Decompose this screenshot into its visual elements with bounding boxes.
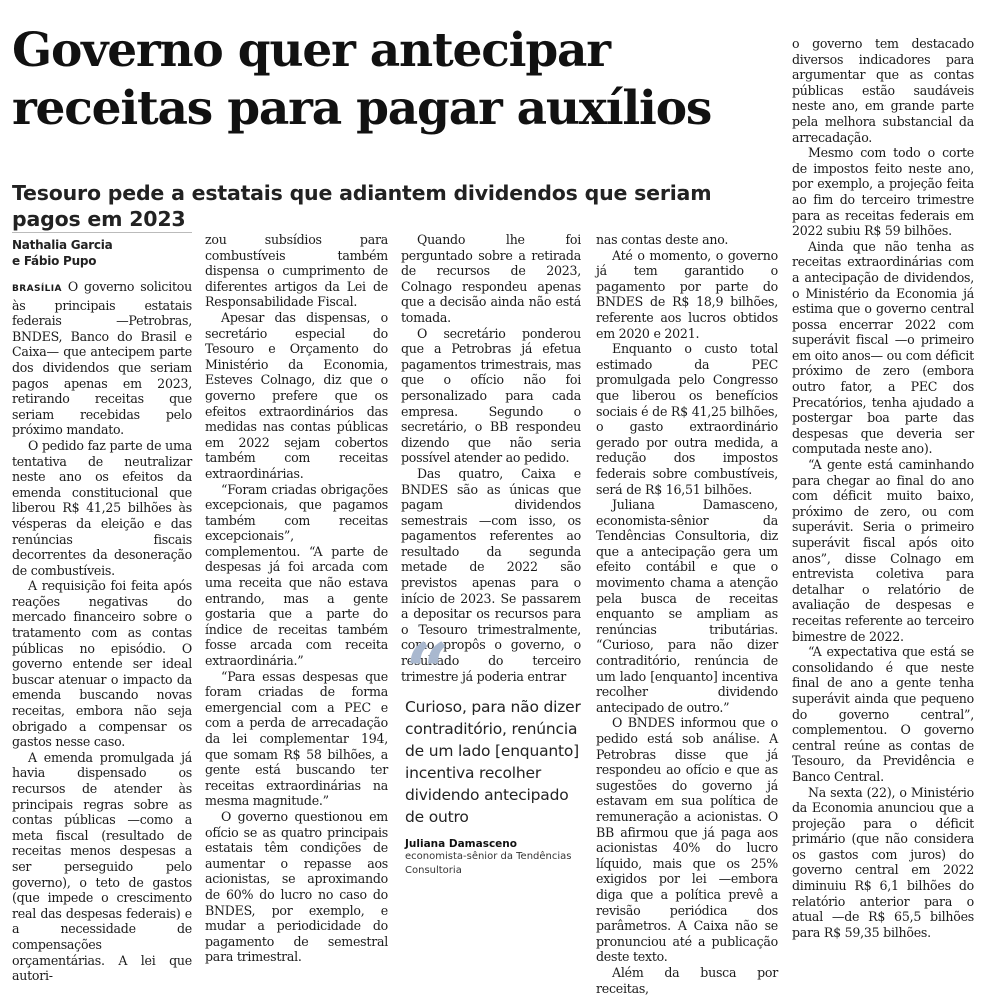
article-column-4 — [596, 232, 778, 996]
paragraph: A emenda promulgada já havia dispensado os recursos de atender às principais regras sobre as contas públicas —como a meta fiscal (resultado de receitas menos despesas a ser perseguido pelo governo), o teto de gastos (que impede o crescimento real das despesas federais) e a necessidade de compensações orçamentárias. A lei que autori- — [12, 749, 192, 984]
subheadline: Tesouro pede a estatais que adiantem dividendos que seriam pagos em 2023 — [12, 181, 712, 231]
paragraph: O pedido faz parte de uma tentativa de neutralizar neste ano os efeitos da emenda constitucional que liberou R$ 41,25 bilhões às vésperas da eleição e das renúncias fiscais decorrentes da desoneração de combustíveis. — [12, 437, 192, 578]
paragraph: “Para essas despesas que foram criadas de forma emergencial com a PEC e com a perda de arrecadação da lei complementar 194, que somam R$ 58 bilhões, a gente está buscando ter receitas extraordinárias na mesma magnitude.” — [205, 668, 388, 809]
paragraph: “A expectativa que está se consolidando é que neste final de ano a gente tenha superávit ainda que pequeno do governo central”, complementou. O governo central reúne as contas de Tesouro, da Previdência e Banco Central. — [792, 644, 974, 784]
paragraph: nas contas deste ano. — [596, 232, 729, 247]
article-column-2 — [205, 232, 388, 965]
paragraph: “Foram criadas obrigações excepcionais, que pagamos também com receitas excepcionais”, complementou. “A parte de despesas já foi arcada com uma receita que não estava entrando, mas a gente gostaria que a parte do índice de receitas também fosse arcada com receita extraordinária.” — [205, 481, 388, 669]
pull-quote-text: Curioso, para não dizer contraditório, renúncia de um lado [enquanto] incentiva recolher dividendo antecipado de outro — [405, 698, 581, 826]
paragraph: Até o momento, o governo já tem garantido o pagamento por parte do BNDES de R$ 18,9 bilhões, referente aos lucros obtidos em 2020 e 2021. — [596, 247, 778, 341]
paragraph: Enquanto o custo total estimado da PEC promulgada pelo Congresso que liberou os benefícios sociais é de R$ 41,25 bilhões, o gasto extraordinário gerado por outra medida, a redução dos impostos federais sobre combustíveis, será de R$ 16,51 bilhões. — [596, 341, 778, 497]
pull-quote-author: Juliana Damasceno — [405, 838, 517, 850]
paragraph: Quando lhe foi perguntado sobre a retirada de recursos de 2023, Colnago respondeu apenas que a decisão ainda não está tomada. — [401, 232, 581, 325]
paragraph: zou subsídios para combustíveis também dispensa o cumprimento de diferentes artigos da Lei de Responsabilidade Fiscal. — [205, 232, 388, 310]
paragraph: Ainda que não tenha as receitas extraordinárias com a antecipação de dividendos, o Ministério da Economia já estima que o governo central possa encerrar 2022 com superávit fiscal —o primeiro em oito anos— ou com déficit próximo de zero (embora outro fator, a PEC dos Precatórios, tenha ajudado a postergar boa parte das despesas que deveria ser computada neste ano). — [792, 238, 974, 457]
paragraph: Mesmo com todo o corte de impostos feito neste ano, por exemplo, a projeção feita ao fim do terceiro trimestre para as receitas federais em 2022 subiu R$ 59 bilhões. — [792, 145, 974, 239]
paragraph: A requisição foi feita após reações negativas do mercado financeiro sobre o tratamento com as contas públicas no episódio. O governo entende ser ideal buscar atenuar o impacto da emenda buscando novas receitas, embora não seja obrigado a compensar os gastos nesse caso. — [12, 578, 192, 750]
byline — [12, 237, 192, 269]
byline-author-2: e Fábio Pupo — [12, 254, 97, 268]
paragraph: Apesar das dispensas, o secretário especial do Tesouro e Orçamento do Ministério da Economia, Esteves Colnago, diz que o governo prefere que os efeitos extraordinários das medidas nas contas públicas em 2022 sejam cobertos também com receitas extraordinárias. — [205, 309, 388, 481]
paragraph: O secretário ponderou que a Petrobras já efetua pagamentos trimestrais, mas que o ofício não foi personalizado para cada empresa. Segundo o secretário, o BB respondeu dizendo que não seria possível atender ao pedido. — [401, 325, 581, 466]
pull-quote-role: economista-sênior da Tendências Consultoria — [405, 851, 572, 876]
byline-rule — [12, 232, 192, 233]
article-column-5 — [792, 36, 974, 940]
dateline: BRASÍLIA — [12, 284, 62, 294]
byline-author-1: Nathalia Garcia — [12, 238, 113, 252]
lead-text: O governo solicitou às principais estatais federais —Petrobras, BNDES, Banco do Brasil e Caixa— que antecipem parte dos dividendos que seriam pagos apenas em 2023, retirando receitas que seriam recebidas pelo próximo mandato. — [12, 279, 192, 438]
paragraph: Juliana Damasceno, economista-sênior da Tendências Consultoria, diz que a antecipação gera um efeito contábil e que o movimento chama a atenção pela busca de receitas enquanto se ampliam as renúncias tributárias. “Curioso, para não dizer contraditório, renúncia de um lado [enquanto] incentiva recolher dividendo antecipado de outro.” — [596, 497, 778, 715]
pull-quote — [405, 627, 585, 886]
paragraph: Na sexta (22), o Ministério da Economia anunciou que a projeção para o déficit primário (que não considera os gastos com juros) do governo central em 2022 diminuiu R$ 6,1 bilhões do relatório anterior para o atual —de R$ 65,5 bilhões para R$ 59,35 bilhões. — [792, 784, 974, 940]
paragraph: Além da busca por receitas, — [596, 964, 778, 996]
paragraph: o governo tem destacado diversos indicadores para argumentar que as contas públicas estão saudáveis neste ano, em grande parte pela melhora substancial da arrecadação. — [792, 36, 974, 145]
headline: Governo quer antecipar receitas para pagar auxílios — [12, 23, 712, 136]
paragraph: Das quatro, Caixa e BNDES são as únicas que pagam dividendos semestrais —com isso, os pagamentos referentes ao resultado da segunda metade de 2022 são previstos apenas para o início de 2023. Se passarem a depositar os recursos para o Tesouro trimestralmente, como propôs o governo, o resultado do terceiro trimestre já poderia entrar — [401, 465, 581, 684]
article-column-3 — [401, 232, 581, 684]
lead-paragraph — [12, 279, 192, 438]
quote-mark-icon: “ — [405, 627, 450, 718]
paragraph: O governo questionou em ofício se as quatro principais estatais têm condições de aumentar o repasse aos acionistas, se aproximando de 60% do lucro no caso do BNDES, por exemplo, e mudar a periodicidade do pagamento de semestral para trimestral. — [205, 808, 388, 965]
paragraph: O BNDES informou que o pedido está sob análise. A Petrobras disse que já respondeu ao ofício e que as sugestões do governo já estavam em sua política de remuneração a acionistas. O BB afirmou que já paga aos acionistas 40% do lucro líquido, mais que os 25% exigidos por lei —embora diga que a política prevê a revisão periódica dos parâmetros. A Caixa não se pronunciou até a publicação deste texto. — [596, 715, 778, 965]
paragraph: “A gente está caminhando para chegar ao final do ano com déficit muito baixo, próximo de zero, ou com superávit. Seria o primeiro superávit fiscal após oito anos”, disse Colnago em entrevista coletiva para detalhar o relatório de avaliação de despesas e receitas referente ao terceiro bimestre de 2022. — [792, 457, 974, 644]
article-column-1 — [12, 232, 192, 984]
